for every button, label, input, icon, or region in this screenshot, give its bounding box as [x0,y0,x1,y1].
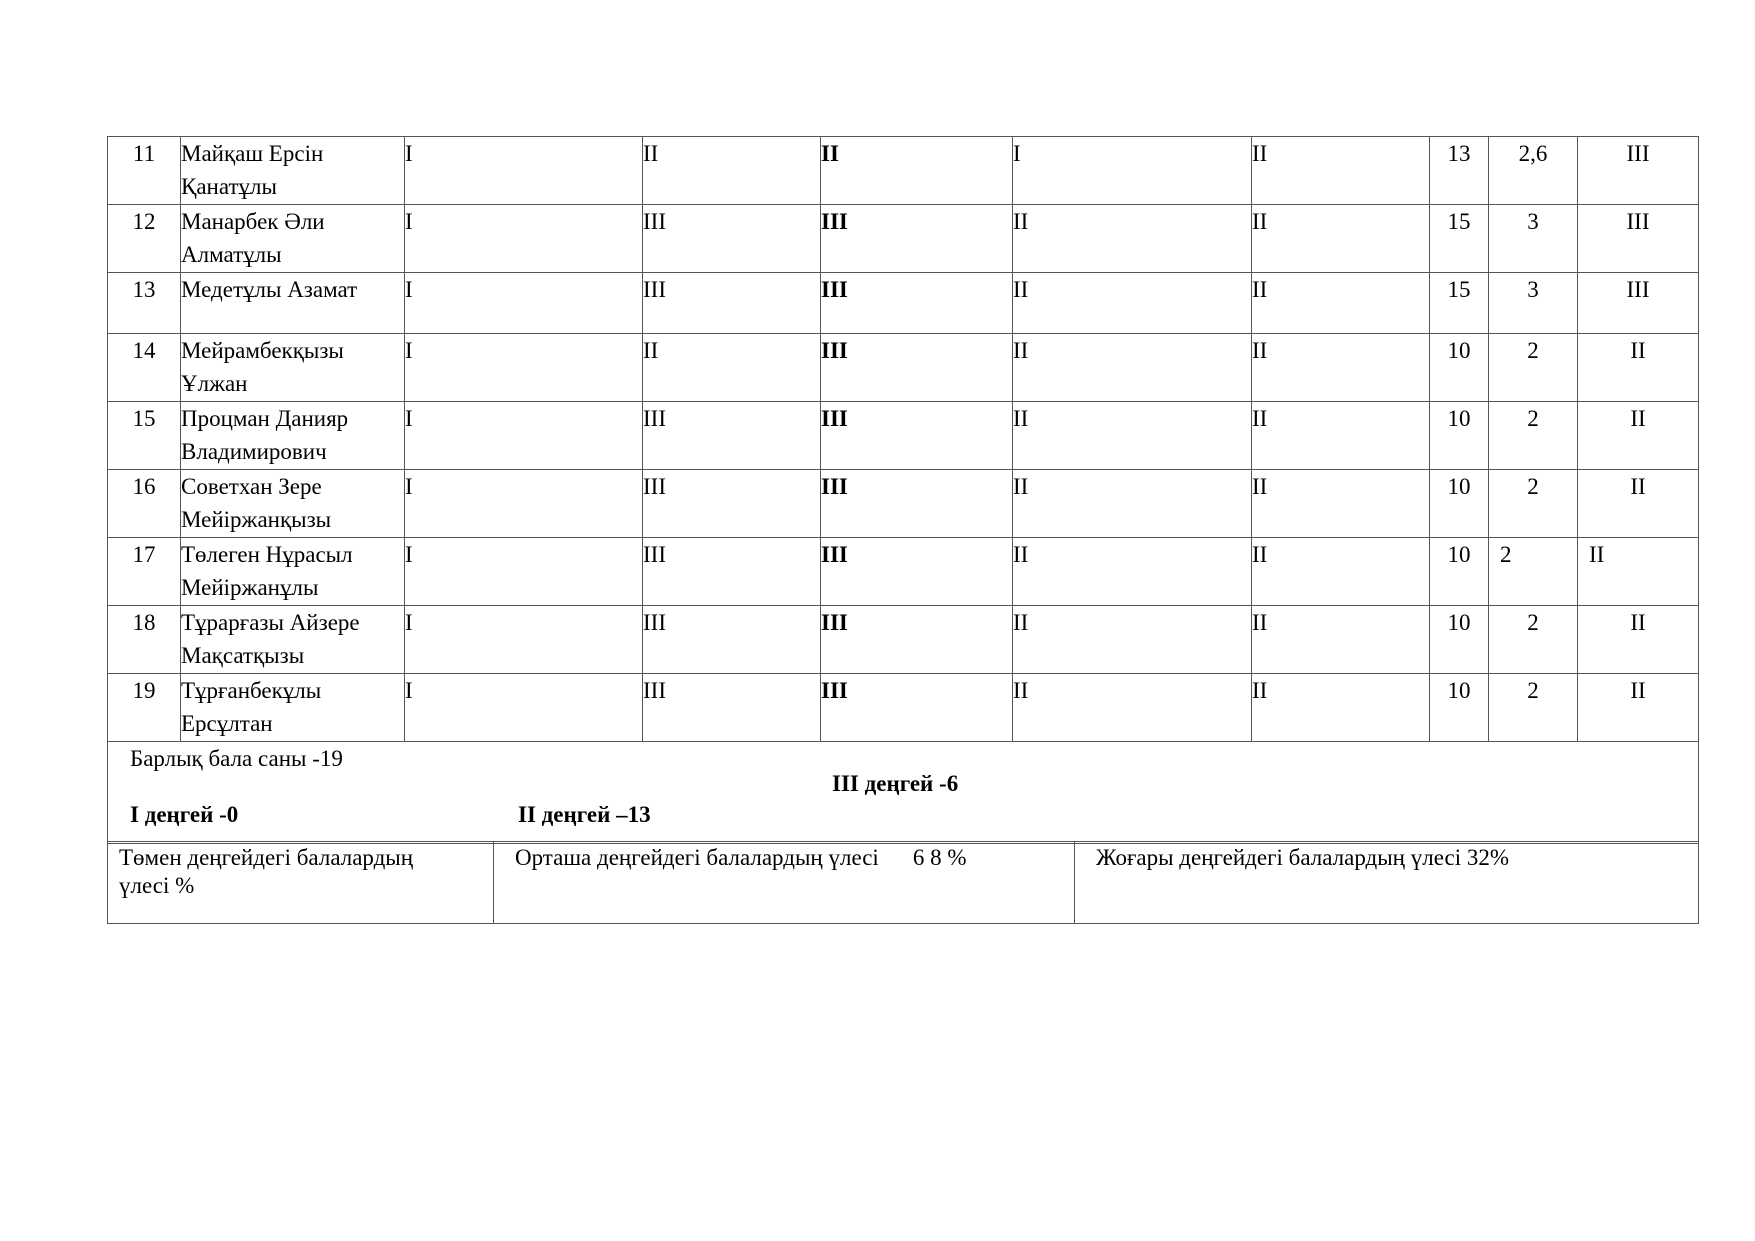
table-row [108,674,1699,742]
table-cell: II [1252,470,1430,538]
level-cell: III [1578,137,1699,205]
child-name: Тұрарғазы Айзере Мақсатқызы [181,606,405,674]
table-cell: III [643,402,821,470]
summary-cell [108,742,1699,844]
total-score: 10 [1430,538,1489,606]
average-score: 2 [1489,470,1578,538]
share-table [107,841,1699,924]
total-score: 10 [1430,674,1489,742]
table-cell: I [405,470,643,538]
table-row [108,205,1699,273]
child-name: Төлеген Нұрасыл Мейіржанұлы [181,538,405,606]
level-cell: III [1578,205,1699,273]
average-score: 2 [1489,674,1578,742]
table-cell: III [643,674,821,742]
average-score: 2 [1489,402,1578,470]
table-cell: III [821,538,1013,606]
table-cell: II [1013,205,1252,273]
table-cell: III [821,470,1013,538]
table-cell: III [643,538,821,606]
level-cell: III [1578,273,1699,334]
table-cell: III [821,606,1013,674]
table-cell: II [643,334,821,402]
table-cell: II [1252,606,1430,674]
results-table [107,136,1699,844]
average-score: 3 [1489,273,1578,334]
level-1-count: I деңгей -0 [130,802,239,827]
table-cell: III [821,273,1013,334]
total-score: 10 [1430,402,1489,470]
child-name: Тұрғанбекұлы Ерсұлтан [181,674,405,742]
table-cell: III [643,273,821,334]
table-cell: II [643,137,821,205]
table-cell: III [643,205,821,273]
table-cell: I [405,402,643,470]
total-score: 15 [1430,273,1489,334]
average-score: 2 [1489,334,1578,402]
high-level-share: Жоғары деңгейдегі балалардың үлесі 32% [1075,842,1699,924]
average-score: 2 [1489,538,1578,606]
table-row [108,334,1699,402]
table-cell: I [405,273,643,334]
row-number: 15 [108,402,181,470]
row-number: 16 [108,470,181,538]
level-cell: II [1578,606,1699,674]
low-level-share: Төмен деңгейдегі балалардың үлесі % [108,842,494,924]
table-row [108,273,1699,334]
table-cell: II [1252,402,1430,470]
table-row [108,470,1699,538]
row-number: 19 [108,674,181,742]
average-score: 2,6 [1489,137,1578,205]
table-cell: III [643,470,821,538]
level-cell: II [1578,538,1699,606]
total-children: Барлық бала саны -19 [130,746,343,771]
total-score: 10 [1430,470,1489,538]
level-3-count: III деңгей -6 [832,771,959,796]
child-name: Мейрамбекқызы Ұлжан [181,334,405,402]
total-score: 10 [1430,606,1489,674]
row-number: 14 [108,334,181,402]
level-cell: II [1578,674,1699,742]
table-row [108,606,1699,674]
child-name: Советхан Зере Мейіржанқызы [181,470,405,538]
table-cell: II [821,137,1013,205]
table-cell: II [1252,137,1430,205]
total-score: 15 [1430,205,1489,273]
share-row [108,842,1699,924]
table-row [108,137,1699,205]
table-cell: I [405,334,643,402]
table-cell: III [643,606,821,674]
average-score: 3 [1489,205,1578,273]
table-cell: II [1013,470,1252,538]
table-cell: II [1013,402,1252,470]
table-cell: III [821,674,1013,742]
table-cell: II [1013,334,1252,402]
child-name: Процман Данияр Владимирович [181,402,405,470]
row-number: 11 [108,137,181,205]
table-cell: II [1013,538,1252,606]
table-cell: II [1013,273,1252,334]
mid-level-value: 6 8 % [912,845,967,870]
level-cell: II [1578,402,1699,470]
table-cell: I [405,674,643,742]
average-score: 2 [1489,606,1578,674]
table-cell: I [405,205,643,273]
table-cell: I [405,137,643,205]
table-cell: II [1252,205,1430,273]
table-cell: II [1013,674,1252,742]
summary-row [108,742,1699,844]
level-cell: II [1578,334,1699,402]
table-cell: III [821,334,1013,402]
row-number: 18 [108,606,181,674]
row-number: 12 [108,205,181,273]
table-cell: I [1013,137,1252,205]
child-name: Медетұлы Азамат [181,273,405,334]
table-cell: III [821,205,1013,273]
total-score: 13 [1430,137,1489,205]
row-number: 13 [108,273,181,334]
row-number: 17 [108,538,181,606]
table-cell: I [405,606,643,674]
table-cell: II [1252,334,1430,402]
table-row [108,402,1699,470]
table-row [108,538,1699,606]
table-cell: II [1252,674,1430,742]
table-cell: II [1252,538,1430,606]
level-cell: II [1578,470,1699,538]
total-score: 10 [1430,334,1489,402]
level-2-count: II деңгей –13 [518,802,651,827]
table-cell: II [1013,606,1252,674]
table-cell: I [405,538,643,606]
mid-level-share: Орташа деңгейдегі балалардың үлесі 6 8 % [494,842,1075,924]
table-cell: II [1252,273,1430,334]
child-name: Манарбек Әли Алматұлы [181,205,405,273]
table-cell: III [821,402,1013,470]
child-name: Майқаш Ерсін Қанатұлы [181,137,405,205]
